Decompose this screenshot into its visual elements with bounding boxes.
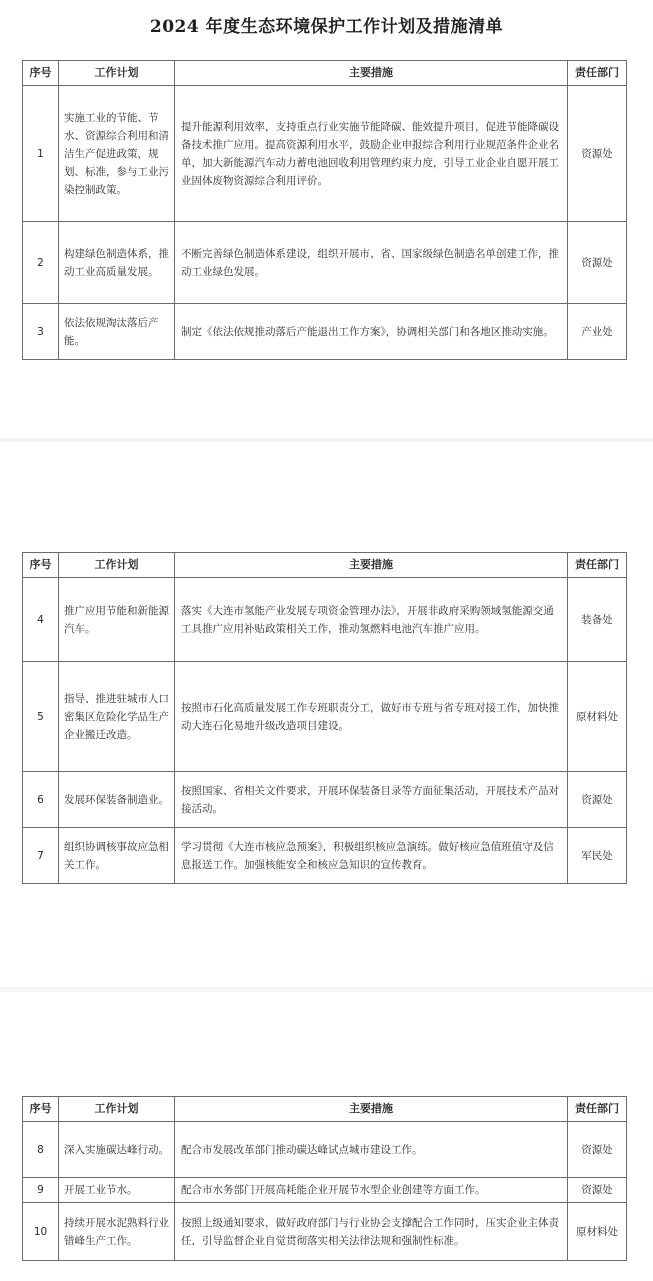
row-no: 9 [23, 1178, 59, 1203]
row-dept: 资源处 [568, 86, 627, 222]
row-plan: 深入实施碳达峰行动。 [59, 1122, 175, 1178]
col-header-dept: 责任部门 [568, 1097, 627, 1122]
table-row [23, 662, 627, 772]
document-page-1 [0, 0, 653, 438]
row-no: 6 [23, 772, 59, 828]
row-plan: 持续开展水泥熟料行业错峰生产工作。 [59, 1203, 175, 1261]
row-no: 7 [23, 828, 59, 884]
table-row [23, 578, 627, 662]
col-header-measure: 主要措施 [175, 553, 568, 578]
table-row [23, 772, 627, 828]
row-no: 2 [23, 222, 59, 304]
row-dept: 原材料处 [568, 1203, 627, 1261]
col-header-measure: 主要措施 [175, 1097, 568, 1122]
row-measure: 落实《大连市氢能产业发展专项资金管理办法》，开展非政府采购领域氢能源交通工具推广应用补贴政策相关工作，推动氢燃料电池汽车推广应用。 [175, 578, 568, 662]
row-plan: 组织协调核事故应急相关工作。 [59, 828, 175, 884]
row-dept: 资源处 [568, 222, 627, 304]
row-dept: 资源处 [568, 1122, 627, 1178]
row-no: 1 [23, 86, 59, 222]
row-measure: 配合市水务部门开展高耗能企业开展节水型企业创建等方面工作。 [175, 1178, 568, 1203]
table-row [23, 1203, 627, 1261]
col-header-no: 序号 [23, 1097, 59, 1122]
table-row [23, 222, 627, 304]
row-plan: 开展工业节水。 [59, 1178, 175, 1203]
plan-table [22, 1096, 627, 1261]
col-header-no: 序号 [23, 553, 59, 578]
row-dept: 资源处 [568, 1178, 627, 1203]
row-plan: 构建绿色制造体系，推动工业高质量发展。 [59, 222, 175, 304]
col-header-no: 序号 [23, 61, 59, 86]
row-measure: 提升能源利用效率，支持重点行业实施节能降碳、能效提升项目，促进节能降碳设备技术推广应用。提高资源利用水平，鼓励企业申报综合利用行业规范条件企业名单，加大新能源汽车动力蓄电池回收利用管理约束力度，引导工业企业自愿开展工业固体废物资源综合利用评价。 [175, 86, 568, 222]
plan-table [22, 60, 627, 360]
row-dept: 装备处 [568, 578, 627, 662]
plan-table [22, 552, 627, 884]
table-header-row [23, 553, 627, 578]
row-measure: 按照上级通知要求，做好政府部门与行业协会支撑配合工作同时，压实企业主体责任，引导监督企业自觉贯彻落实相关法律法规和强制性标准。 [175, 1203, 568, 1261]
col-header-plan: 工作计划 [59, 553, 175, 578]
table-row [23, 304, 627, 360]
table-row [23, 828, 627, 884]
row-measure: 制定《依法依规推动落后产能退出工作方案》，协调相关部门和各地区推动实施。 [175, 304, 568, 360]
table-header-row [23, 61, 627, 86]
row-measure: 按照市石化高质量发展工作专班职责分工，做好市专班与省专班对接工作，加快推动大连石化易地升级改造项目建设。 [175, 662, 568, 772]
row-no: 10 [23, 1203, 59, 1261]
row-no: 3 [23, 304, 59, 360]
document-page-2 [0, 442, 653, 987]
row-measure: 不断完善绿色制造体系建设，组织开展市、省、国家级绿色制造名单创建工作，推动工业绿色发展。 [175, 222, 568, 304]
row-measure: 学习贯彻《大连市核应急预案》，积极组织核应急演练。做好核应急值班值守及信息报送工作。加强核能安全和核应急知识的宣传教育。 [175, 828, 568, 884]
document-page-3 [0, 992, 653, 1281]
row-measure: 配合市发展改革部门推动碳达峰试点城市建设工作。 [175, 1122, 568, 1178]
col-header-measure: 主要措施 [175, 61, 568, 86]
row-dept: 资源处 [568, 772, 627, 828]
row-plan: 实施工业的节能、节水、资源综合利用和清洁生产促进政策，规划、标准，参与工业污染控制政策。 [59, 86, 175, 222]
row-plan: 发展环保装备制造业。 [59, 772, 175, 828]
row-dept: 产业处 [568, 304, 627, 360]
table-row [23, 1122, 627, 1178]
table-row [23, 1178, 627, 1203]
row-no: 8 [23, 1122, 59, 1178]
col-header-plan: 工作计划 [59, 61, 175, 86]
col-header-dept: 责任部门 [568, 553, 627, 578]
row-plan: 指导、推进驻城市人口密集区危险化学品生产企业搬迁改造。 [59, 662, 175, 772]
row-no: 4 [23, 578, 59, 662]
row-plan: 依法依规淘汰落后产能。 [59, 304, 175, 360]
row-dept: 军民处 [568, 828, 627, 884]
table-row [23, 86, 627, 222]
row-dept: 原材料处 [568, 662, 627, 772]
document-title: 2024 年度生态环境保护工作计划及措施清单 [149, 17, 504, 37]
col-header-dept: 责任部门 [568, 61, 627, 86]
table-header-row [23, 1097, 627, 1122]
row-no: 5 [23, 662, 59, 772]
row-measure: 按照国家、省相关文件要求，开展环保装备目录等方面征集活动，开展技术产品对接活动。 [175, 772, 568, 828]
col-header-plan: 工作计划 [59, 1097, 175, 1122]
row-plan: 推广应用节能和新能源汽车。 [59, 578, 175, 662]
